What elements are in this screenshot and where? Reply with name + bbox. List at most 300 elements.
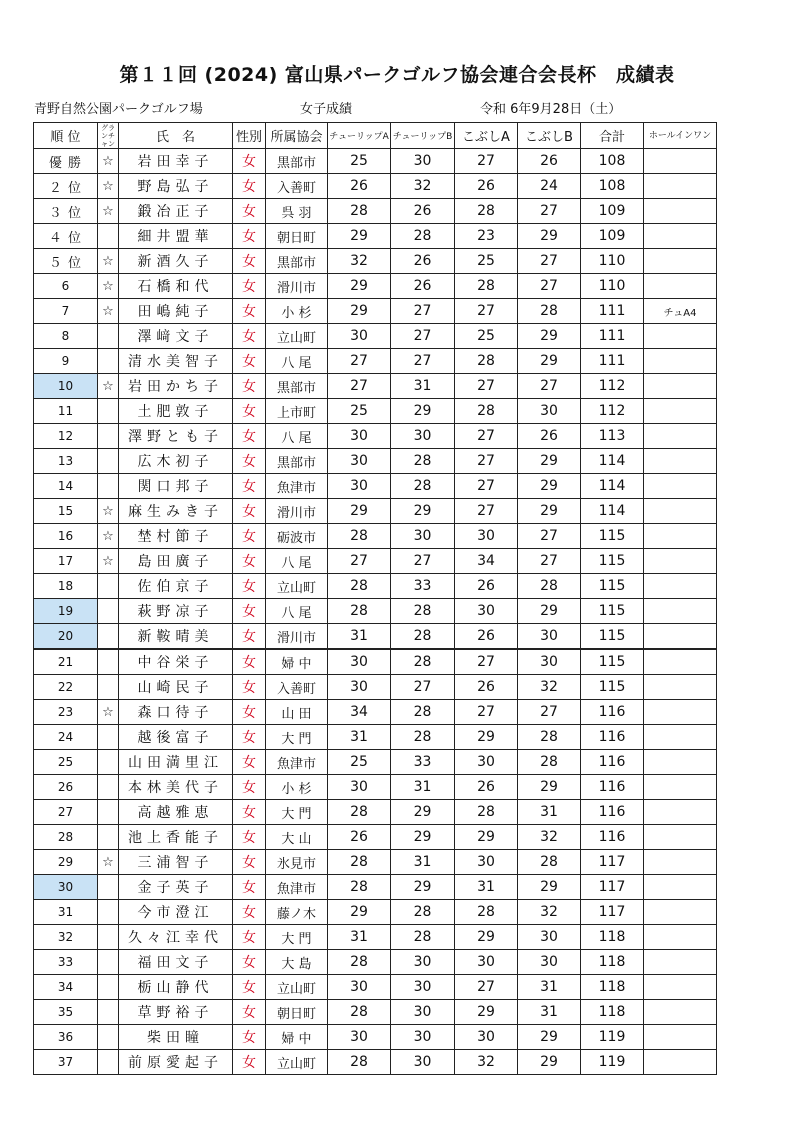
rank-cell: 16 bbox=[34, 524, 98, 549]
kobushi-b-cell: 30 bbox=[518, 624, 581, 650]
sex-cell: 女 bbox=[233, 424, 266, 449]
total-cell: 116 bbox=[581, 825, 644, 850]
rank-cell: 10 bbox=[34, 374, 98, 399]
col-kobushi-a: こぶしA bbox=[455, 123, 518, 149]
name-cell: 清水美智子 bbox=[119, 349, 233, 374]
hole-in-one-cell bbox=[644, 449, 717, 474]
tulip-b-cell: 30 bbox=[391, 1025, 455, 1050]
kobushi-a-cell: 25 bbox=[455, 324, 518, 349]
total-cell: 113 bbox=[581, 424, 644, 449]
hole-in-one-cell bbox=[644, 574, 717, 599]
kobushi-a-cell: 28 bbox=[455, 349, 518, 374]
name-cell: 野島弘子 bbox=[119, 174, 233, 199]
club-cell: 藤ノ木 bbox=[266, 900, 328, 925]
name-cell: 山田満里江 bbox=[119, 750, 233, 775]
rank-cell: 13 bbox=[34, 449, 98, 474]
tulip-b-cell: 26 bbox=[391, 274, 455, 299]
club-cell: 大 門 bbox=[266, 725, 328, 750]
rank-cell: 32 bbox=[34, 925, 98, 950]
club-cell: 魚津市 bbox=[266, 474, 328, 499]
club-cell: 黒部市 bbox=[266, 374, 328, 399]
tulip-b-cell: 28 bbox=[391, 649, 455, 675]
total-cell: 115 bbox=[581, 524, 644, 549]
kobushi-b-cell: 29 bbox=[518, 499, 581, 524]
hole-in-one-cell bbox=[644, 174, 717, 199]
hole-in-one-cell bbox=[644, 750, 717, 775]
tulip-b-cell: 28 bbox=[391, 224, 455, 249]
club-cell: 入善町 bbox=[266, 675, 328, 700]
tulip-a-cell: 34 bbox=[328, 700, 391, 725]
name-cell: 柴田瞳 bbox=[119, 1025, 233, 1050]
hole-in-one-cell bbox=[644, 925, 717, 950]
kobushi-a-cell: 26 bbox=[455, 675, 518, 700]
club-cell: 滑川市 bbox=[266, 624, 328, 650]
kobushi-a-cell: 28 bbox=[455, 199, 518, 224]
rank-cell: 9 bbox=[34, 349, 98, 374]
grand-champ-cell bbox=[98, 349, 119, 374]
sex-cell: 女 bbox=[233, 399, 266, 424]
kobushi-a-cell: 28 bbox=[455, 800, 518, 825]
name-cell: 高越雅恵 bbox=[119, 800, 233, 825]
kobushi-b-cell: 26 bbox=[518, 149, 581, 174]
tulip-a-cell: 25 bbox=[328, 750, 391, 775]
col-total: 合計 bbox=[581, 123, 644, 149]
total-cell: 108 bbox=[581, 149, 644, 174]
sex-cell: 女 bbox=[233, 975, 266, 1000]
total-cell: 115 bbox=[581, 574, 644, 599]
tulip-b-cell: 30 bbox=[391, 524, 455, 549]
kobushi-a-cell: 29 bbox=[455, 725, 518, 750]
rank-cell: 25 bbox=[34, 750, 98, 775]
rank-cell: 31 bbox=[34, 900, 98, 925]
sex-cell: 女 bbox=[233, 149, 266, 174]
kobushi-b-cell: 27 bbox=[518, 249, 581, 274]
hole-in-one-cell bbox=[644, 700, 717, 725]
col-kobushi-b: こぶしB bbox=[518, 123, 581, 149]
name-cell: 本林美代子 bbox=[119, 775, 233, 800]
total-cell: 117 bbox=[581, 875, 644, 900]
total-cell: 115 bbox=[581, 624, 644, 650]
kobushi-b-cell: 29 bbox=[518, 1050, 581, 1075]
tulip-b-cell: 33 bbox=[391, 750, 455, 775]
kobushi-b-cell: 26 bbox=[518, 424, 581, 449]
kobushi-a-cell: 27 bbox=[455, 474, 518, 499]
rank-cell: ５ 位 bbox=[34, 249, 98, 274]
kobushi-b-cell: 28 bbox=[518, 850, 581, 875]
tulip-a-cell: 28 bbox=[328, 1000, 391, 1025]
kobushi-b-cell: 31 bbox=[518, 975, 581, 1000]
table-row bbox=[34, 374, 717, 399]
club-cell: 砺波市 bbox=[266, 524, 328, 549]
grand-champ-cell bbox=[98, 875, 119, 900]
table-row bbox=[34, 700, 717, 725]
club-cell: 立山町 bbox=[266, 324, 328, 349]
kobushi-b-cell: 24 bbox=[518, 174, 581, 199]
table-row bbox=[34, 950, 717, 975]
sex-cell: 女 bbox=[233, 925, 266, 950]
rank-cell: 24 bbox=[34, 725, 98, 750]
tulip-b-cell: 27 bbox=[391, 299, 455, 324]
name-cell: 今市澄江 bbox=[119, 900, 233, 925]
tulip-b-cell: 27 bbox=[391, 675, 455, 700]
name-cell: 金子英子 bbox=[119, 875, 233, 900]
sex-cell: 女 bbox=[233, 549, 266, 574]
grand-champ-cell: ☆ bbox=[98, 199, 119, 224]
kobushi-a-cell: 26 bbox=[455, 574, 518, 599]
rank-cell: ２ 位 bbox=[34, 174, 98, 199]
grand-champ-cell bbox=[98, 449, 119, 474]
table-row bbox=[34, 1050, 717, 1075]
sex-cell: 女 bbox=[233, 1000, 266, 1025]
tulip-b-cell: 29 bbox=[391, 875, 455, 900]
club-cell: 立山町 bbox=[266, 574, 328, 599]
tulip-b-cell: 30 bbox=[391, 1050, 455, 1075]
kobushi-a-cell: 29 bbox=[455, 825, 518, 850]
kobushi-b-cell: 27 bbox=[518, 199, 581, 224]
total-cell: 118 bbox=[581, 1000, 644, 1025]
grand-champ-cell bbox=[98, 624, 119, 650]
table-row bbox=[34, 675, 717, 700]
kobushi-b-cell: 27 bbox=[518, 549, 581, 574]
table-row bbox=[34, 599, 717, 624]
grand-champ-cell bbox=[98, 900, 119, 925]
club-cell: 大 門 bbox=[266, 925, 328, 950]
hole-in-one-cell bbox=[644, 1000, 717, 1025]
rank-cell: 23 bbox=[34, 700, 98, 725]
kobushi-b-cell: 29 bbox=[518, 599, 581, 624]
club-cell: 小 杉 bbox=[266, 299, 328, 324]
rank-cell: 17 bbox=[34, 549, 98, 574]
total-cell: 111 bbox=[581, 349, 644, 374]
name-cell: 麻生みき子 bbox=[119, 499, 233, 524]
tulip-b-cell: 28 bbox=[391, 624, 455, 650]
tulip-a-cell: 30 bbox=[328, 424, 391, 449]
hole-in-one-cell bbox=[644, 499, 717, 524]
kobushi-a-cell: 27 bbox=[455, 299, 518, 324]
name-cell: 新鞍晴美 bbox=[119, 624, 233, 650]
club-cell: 黒部市 bbox=[266, 249, 328, 274]
name-cell: 広木初子 bbox=[119, 449, 233, 474]
total-cell: 115 bbox=[581, 549, 644, 574]
kobushi-b-cell: 30 bbox=[518, 649, 581, 675]
club-cell: 魚津市 bbox=[266, 875, 328, 900]
sex-cell: 女 bbox=[233, 324, 266, 349]
table-row bbox=[34, 725, 717, 750]
sex-cell: 女 bbox=[233, 224, 266, 249]
tulip-a-cell: 29 bbox=[328, 224, 391, 249]
grand-champ-cell bbox=[98, 574, 119, 599]
tulip-b-cell: 27 bbox=[391, 324, 455, 349]
sex-cell: 女 bbox=[233, 274, 266, 299]
kobushi-a-cell: 30 bbox=[455, 750, 518, 775]
sex-cell: 女 bbox=[233, 775, 266, 800]
tulip-a-cell: 30 bbox=[328, 975, 391, 1000]
name-cell: 鍛冶正子 bbox=[119, 199, 233, 224]
club-cell: 婦 中 bbox=[266, 1025, 328, 1050]
club-cell: 八 尾 bbox=[266, 599, 328, 624]
name-cell: 三浦智子 bbox=[119, 850, 233, 875]
kobushi-a-cell: 27 bbox=[455, 374, 518, 399]
hole-in-one-cell bbox=[644, 649, 717, 675]
total-cell: 116 bbox=[581, 800, 644, 825]
club-cell: 黒部市 bbox=[266, 449, 328, 474]
tulip-b-cell: 31 bbox=[391, 850, 455, 875]
tulip-a-cell: 29 bbox=[328, 299, 391, 324]
tulip-b-cell: 27 bbox=[391, 549, 455, 574]
total-cell: 115 bbox=[581, 599, 644, 624]
tulip-b-cell: 28 bbox=[391, 900, 455, 925]
table-row bbox=[34, 249, 717, 274]
hole-in-one-cell bbox=[644, 524, 717, 549]
tulip-a-cell: 30 bbox=[328, 474, 391, 499]
grand-champ-cell bbox=[98, 1025, 119, 1050]
tulip-b-cell: 30 bbox=[391, 1000, 455, 1025]
hole-in-one-cell bbox=[644, 1025, 717, 1050]
name-cell: 関口邦子 bbox=[119, 474, 233, 499]
kobushi-b-cell: 30 bbox=[518, 950, 581, 975]
kobushi-a-cell: 27 bbox=[455, 424, 518, 449]
rank-cell: 12 bbox=[34, 424, 98, 449]
table-row bbox=[34, 174, 717, 199]
tulip-a-cell: 31 bbox=[328, 725, 391, 750]
kobushi-b-cell: 29 bbox=[518, 349, 581, 374]
sex-cell: 女 bbox=[233, 875, 266, 900]
name-cell: 久々江幸代 bbox=[119, 925, 233, 950]
table-row bbox=[34, 574, 717, 599]
tulip-b-cell: 33 bbox=[391, 574, 455, 599]
hole-in-one-cell bbox=[644, 599, 717, 624]
rank-cell: 29 bbox=[34, 850, 98, 875]
hole-in-one-cell bbox=[644, 424, 717, 449]
date-label: 令和 6年9月28日（土） bbox=[480, 102, 622, 117]
name-cell: 細井盟華 bbox=[119, 224, 233, 249]
club-cell: 朝日町 bbox=[266, 1000, 328, 1025]
total-cell: 119 bbox=[581, 1025, 644, 1050]
kobushi-b-cell: 31 bbox=[518, 800, 581, 825]
sex-cell: 女 bbox=[233, 299, 266, 324]
kobushi-b-cell: 28 bbox=[518, 750, 581, 775]
hole-in-one-cell bbox=[644, 624, 717, 650]
total-cell: 111 bbox=[581, 324, 644, 349]
name-cell: 前原愛起子 bbox=[119, 1050, 233, 1075]
club-cell: 入善町 bbox=[266, 174, 328, 199]
sex-cell: 女 bbox=[233, 599, 266, 624]
name-cell: 草野裕子 bbox=[119, 1000, 233, 1025]
rank-cell: ３ 位 bbox=[34, 199, 98, 224]
grand-champ-cell bbox=[98, 800, 119, 825]
kobushi-a-cell: 32 bbox=[455, 1050, 518, 1075]
name-cell: 佐伯京子 bbox=[119, 574, 233, 599]
tulip-b-cell: 29 bbox=[391, 399, 455, 424]
col-club: 所属協会 bbox=[266, 123, 328, 149]
tulip-a-cell: 27 bbox=[328, 549, 391, 574]
name-cell: 森口待子 bbox=[119, 700, 233, 725]
sex-cell: 女 bbox=[233, 950, 266, 975]
club-cell: 立山町 bbox=[266, 975, 328, 1000]
tulip-a-cell: 30 bbox=[328, 324, 391, 349]
tulip-a-cell: 26 bbox=[328, 825, 391, 850]
sex-cell: 女 bbox=[233, 1025, 266, 1050]
sex-cell: 女 bbox=[233, 499, 266, 524]
rank-cell: 15 bbox=[34, 499, 98, 524]
hole-in-one-cell bbox=[644, 199, 717, 224]
kobushi-b-cell: 29 bbox=[518, 449, 581, 474]
tulip-a-cell: 30 bbox=[328, 649, 391, 675]
total-cell: 115 bbox=[581, 649, 644, 675]
grand-champ-cell: ☆ bbox=[98, 274, 119, 299]
kobushi-a-cell: 27 bbox=[455, 499, 518, 524]
table-row bbox=[34, 750, 717, 775]
grand-champ-cell bbox=[98, 324, 119, 349]
kobushi-a-cell: 30 bbox=[455, 850, 518, 875]
grand-champ-cell: ☆ bbox=[98, 524, 119, 549]
hole-in-one-cell bbox=[644, 474, 717, 499]
kobushi-a-cell: 30 bbox=[455, 950, 518, 975]
total-cell: 108 bbox=[581, 174, 644, 199]
table-row bbox=[34, 149, 717, 174]
sex-cell: 女 bbox=[233, 199, 266, 224]
name-cell: 越後富子 bbox=[119, 725, 233, 750]
sex-cell: 女 bbox=[233, 725, 266, 750]
kobushi-b-cell: 27 bbox=[518, 374, 581, 399]
rank-cell: 34 bbox=[34, 975, 98, 1000]
hole-in-one-cell bbox=[644, 850, 717, 875]
tulip-b-cell: 32 bbox=[391, 174, 455, 199]
club-cell: 大 門 bbox=[266, 800, 328, 825]
table-row bbox=[34, 399, 717, 424]
kobushi-b-cell: 27 bbox=[518, 274, 581, 299]
rank-cell: 37 bbox=[34, 1050, 98, 1075]
kobushi-a-cell: 27 bbox=[455, 700, 518, 725]
club-cell: 朝日町 bbox=[266, 224, 328, 249]
club-cell: 八 尾 bbox=[266, 549, 328, 574]
kobushi-a-cell: 29 bbox=[455, 925, 518, 950]
table-row bbox=[34, 474, 717, 499]
rank-cell: 14 bbox=[34, 474, 98, 499]
rank-cell: 11 bbox=[34, 399, 98, 424]
club-cell: 上市町 bbox=[266, 399, 328, 424]
rank-cell: 26 bbox=[34, 775, 98, 800]
kobushi-b-cell: 27 bbox=[518, 524, 581, 549]
tulip-b-cell: 31 bbox=[391, 374, 455, 399]
total-cell: 118 bbox=[581, 950, 644, 975]
total-cell: 118 bbox=[581, 975, 644, 1000]
hole-in-one-cell bbox=[644, 675, 717, 700]
hole-in-one-cell bbox=[644, 249, 717, 274]
col-name: 氏 名 bbox=[119, 123, 233, 149]
col-rank: 順 位 bbox=[34, 123, 98, 149]
tulip-a-cell: 28 bbox=[328, 800, 391, 825]
kobushi-a-cell: 31 bbox=[455, 875, 518, 900]
kobushi-a-cell: 26 bbox=[455, 775, 518, 800]
hole-in-one-cell bbox=[644, 224, 717, 249]
kobushi-a-cell: 27 bbox=[455, 449, 518, 474]
rank-cell: 優 勝 bbox=[34, 149, 98, 174]
name-cell: 山崎民子 bbox=[119, 675, 233, 700]
name-cell: 中谷栄子 bbox=[119, 649, 233, 675]
rank-cell: ４ 位 bbox=[34, 224, 98, 249]
total-cell: 114 bbox=[581, 449, 644, 474]
kobushi-a-cell: 29 bbox=[455, 1000, 518, 1025]
grand-champ-cell bbox=[98, 675, 119, 700]
club-cell: 黒部市 bbox=[266, 149, 328, 174]
kobushi-a-cell: 28 bbox=[455, 399, 518, 424]
name-cell: 新酒久子 bbox=[119, 249, 233, 274]
total-cell: 114 bbox=[581, 499, 644, 524]
hole-in-one-cell bbox=[644, 549, 717, 574]
tulip-a-cell: 30 bbox=[328, 775, 391, 800]
total-cell: 117 bbox=[581, 850, 644, 875]
tulip-a-cell: 28 bbox=[328, 875, 391, 900]
table-row bbox=[34, 624, 717, 650]
col-tulip-a: チューリップA bbox=[328, 123, 391, 149]
grand-champ-cell: ☆ bbox=[98, 374, 119, 399]
rank-cell: 27 bbox=[34, 800, 98, 825]
page-title: 第１１回 (2024) 富山県パークゴルフ協会連合会長杯 成績表 bbox=[119, 64, 675, 86]
table-row bbox=[34, 1025, 717, 1050]
grand-champ-cell: ☆ bbox=[98, 299, 119, 324]
tulip-a-cell: 28 bbox=[328, 950, 391, 975]
table-row bbox=[34, 524, 717, 549]
hole-in-one-cell bbox=[644, 825, 717, 850]
kobushi-a-cell: 30 bbox=[455, 524, 518, 549]
tulip-b-cell: 30 bbox=[391, 424, 455, 449]
rank-cell: 8 bbox=[34, 324, 98, 349]
grand-champ-cell bbox=[98, 399, 119, 424]
name-cell: 萩野凉子 bbox=[119, 599, 233, 624]
col-grand: グランチャン bbox=[98, 123, 119, 149]
club-cell: 滑川市 bbox=[266, 499, 328, 524]
tulip-b-cell: 26 bbox=[391, 249, 455, 274]
sex-cell: 女 bbox=[233, 900, 266, 925]
kobushi-b-cell: 28 bbox=[518, 574, 581, 599]
tulip-a-cell: 28 bbox=[328, 199, 391, 224]
hole-in-one-cell bbox=[644, 775, 717, 800]
total-cell: 110 bbox=[581, 249, 644, 274]
total-cell: 118 bbox=[581, 925, 644, 950]
total-cell: 116 bbox=[581, 700, 644, 725]
grand-champ-cell: ☆ bbox=[98, 499, 119, 524]
grand-champ-cell: ☆ bbox=[98, 700, 119, 725]
tulip-b-cell: 28 bbox=[391, 925, 455, 950]
sex-cell: 女 bbox=[233, 574, 266, 599]
tulip-b-cell: 30 bbox=[391, 950, 455, 975]
total-cell: 116 bbox=[581, 725, 644, 750]
table-row bbox=[34, 274, 717, 299]
table-row bbox=[34, 850, 717, 875]
total-cell: 116 bbox=[581, 750, 644, 775]
tulip-a-cell: 25 bbox=[328, 399, 391, 424]
hole-in-one-cell: チュA4 bbox=[644, 299, 717, 324]
tulip-a-cell: 28 bbox=[328, 850, 391, 875]
club-cell: 大 島 bbox=[266, 950, 328, 975]
name-cell: 澤野とも子 bbox=[119, 424, 233, 449]
table-row bbox=[34, 900, 717, 925]
rank-cell: 35 bbox=[34, 1000, 98, 1025]
sex-cell: 女 bbox=[233, 850, 266, 875]
sex-cell: 女 bbox=[233, 624, 266, 650]
table-row bbox=[34, 424, 717, 449]
rank-cell: 7 bbox=[34, 299, 98, 324]
total-cell: 112 bbox=[581, 399, 644, 424]
tulip-a-cell: 28 bbox=[328, 599, 391, 624]
kobushi-b-cell: 28 bbox=[518, 299, 581, 324]
hole-in-one-cell bbox=[644, 374, 717, 399]
table-row bbox=[34, 975, 717, 1000]
kobushi-b-cell: 27 bbox=[518, 700, 581, 725]
kobushi-a-cell: 26 bbox=[455, 624, 518, 650]
hole-in-one-cell bbox=[644, 1050, 717, 1075]
